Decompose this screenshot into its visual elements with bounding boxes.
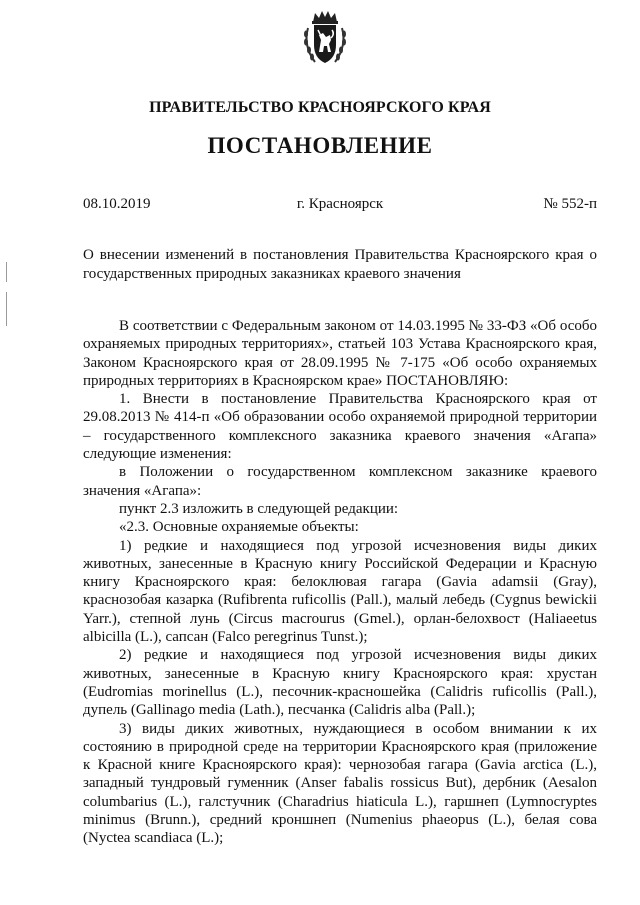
krasnoyarsk-coat-of-arms-icon (301, 8, 349, 68)
scan-margin-mark (6, 262, 7, 282)
body-paragraph: «2.3. Основные охраняемые объекты: (119, 519, 359, 536)
body-paragraph: В соответствии с Федеральным законом от 14.03.1995 № 33-ФЗ «Об особо охраняемых природных территориях», статьей 103 Устава Красноярского края, Законом Красноярского края от 28.09.1995 № 7-175 «Об особо охраняемых природных территориях в Красноярском крае» ПОСТАНОВЛЯЮ: (83, 318, 597, 389)
document-type-heading: ПОСТАНОВЛЕНИЕ (207, 133, 433, 158)
document-body (83, 317, 597, 848)
government-title: ПРАВИТЕЛЬСТВО КРАСНОЯРСКОГО КРАЯ (149, 99, 491, 116)
body-paragraph: в Положении о государственном комплексном заказнике краевого значения «Агапа»: (83, 464, 597, 499)
body-paragraph: 2) редкие и находящиеся под угрозой исчезновения виды диких животных, занесенные в Красную книгу Красноярского края: хрустан (Eudromias morinellus (L.), песочник-красношейка (Calidris ruficollis (Pall.), дупель (Gallinago media (Lath.), песчанка (Calidris alba (Pall.); (83, 647, 597, 719)
body-paragraph: 1. Внести в постановление Правительства Красноярского края от 29.08.2013 № 414-п «Об образовании особо охраняемой природной территории – государственного комплексного заказника краевого значения «Агапа» следующие изменения: (83, 391, 597, 463)
document-subject: О внесении изменений в постановления Правительства Красноярского края о государственных природных заказниках краевого значения (83, 247, 597, 282)
body-paragraph: 3) виды диких животных, нуждающиеся в особом внимании к их состоянию в природной среде на территории Красноярского края (приложение к Красной книге Красноярского края): чернозобая гагара (Gavia arctica (L.), западный тундровый гуменник (Anser fabalis rossicus But), дербник (Aesalon columbarius (L.), галстучник (Charadrius hiaticula L.), гаршнеп (Lymnocryptes minimus (Brunn.), средний кроншнеп (Numenius phaeopus (L.), белая сова (Nyctea scandiaca (L.); (83, 720, 597, 847)
document-meta-row (83, 196, 597, 216)
document-date: 08.10.2019 (83, 196, 151, 212)
body-paragraph: пункт 2.3 изложить в следующей редакции: (119, 500, 399, 517)
body-paragraph: 1) редкие и находящиеся под угрозой исчезновения виды диких животных, занесенные в Красную книгу Российской Федерации и Красную книгу Красноярского края: белоклювая гагара (Gavia adamsii (Gray), краснозобая казарка (Rufibrenta ruficollis (Pall.), малый лебедь (Cygnus bewickii Yarr.), степной лунь (Circus macrourus (Gmel.), орлан-белохвост (Haliaeetus albicilla (L.), сапсан (Falco peregrinus Tunst.); (83, 537, 597, 646)
scan-margin-mark (6, 292, 7, 326)
document-number: № 552-п (543, 196, 597, 212)
document-city: г. Красноярск (296, 196, 384, 212)
